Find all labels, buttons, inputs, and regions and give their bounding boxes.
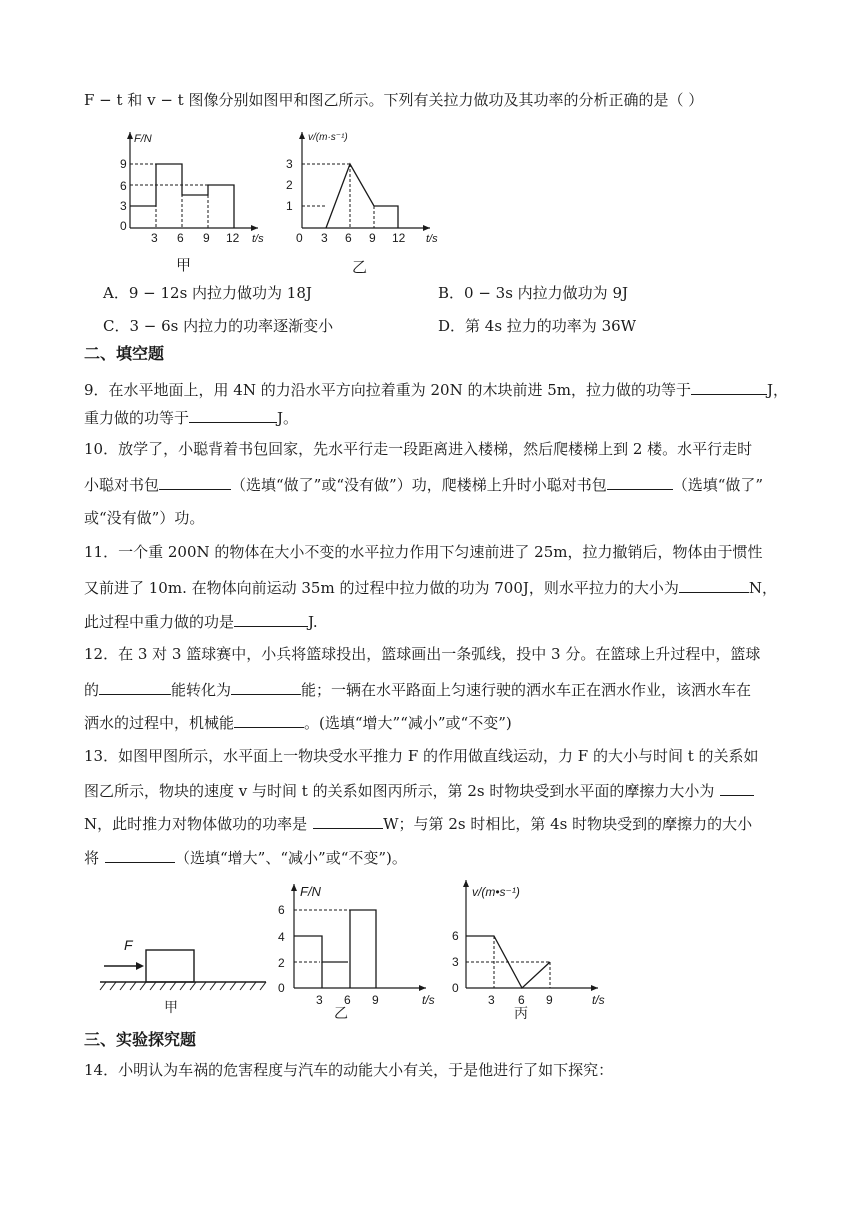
svg-text:3: 3 [452, 955, 459, 969]
svg-text:6: 6 [278, 903, 285, 917]
q8-figure-yi [282, 128, 442, 250]
svg-text:3: 3 [316, 993, 323, 1007]
q13-blank-1[interactable] [720, 779, 754, 796]
q11-line1: 11．一个重 200N 的物体在大小不变的水平拉力作用下匀速前进了 25m，拉力撤销后，物体由于惯性 [84, 543, 763, 561]
q10-line2: 小聪对书包 （选填“做了”或“没有做”）功，爬楼梯上升时小聪对书包 （选填“做了” [84, 473, 763, 495]
xlabel: t/s [592, 993, 605, 1007]
q9-blank-2[interactable] [189, 406, 277, 423]
q8-caption-jia: 甲 [176, 256, 192, 274]
q13-line1: 13．如图甲图所示，水平面上一物块受水平推力 F 的作用做直线运动，力 F 的大小与时间 t 的关系如 [84, 747, 759, 765]
q8-option-d: D．第 4s 拉力的功率为 36W [438, 317, 637, 335]
q8-option-a: A．9 − 12s 内拉力做功为 18J [103, 284, 312, 302]
q10-blank-2[interactable] [607, 473, 673, 490]
svg-text:3: 3 [286, 157, 293, 171]
ylabel: F/N [300, 884, 321, 899]
q12-line1: 12．在 3 对 3 篮球赛中，小兵将篮球投出，篮球画出一条弧线，投中 3 分。在篮球上升过程中，篮球 [84, 645, 761, 663]
svg-text:0: 0 [452, 981, 459, 995]
svg-text:3: 3 [488, 993, 495, 1007]
q14-line1: 14．小明认为车祸的危害程度与汽车的动能大小有关，于是他进行了如下探究： [84, 1061, 614, 1079]
svg-text:9: 9 [546, 993, 553, 1007]
q12-blank-3[interactable] [234, 711, 304, 728]
ylabel: v/(m·s⁻¹) [308, 132, 348, 143]
q12-blank-1[interactable] [99, 678, 171, 695]
q9-line2: 重力做的功等于 J。 [84, 406, 298, 428]
svg-text:12: 12 [392, 231, 406, 245]
q13-figure-yi [276, 880, 444, 1010]
xlabel: t/s [426, 233, 438, 245]
svg-text:6: 6 [518, 993, 525, 1007]
q8-caption-yi: 乙 [352, 258, 368, 276]
svg-text:6: 6 [177, 231, 184, 245]
q13-blank-2[interactable] [313, 812, 383, 829]
q13-line3: N，此时推力对物体做功的功率是 W；与第 2s 时相比，第 4s 时物块受到的摩擦力的大小 [84, 812, 752, 834]
ylabel: v/(m•s⁻¹) [472, 885, 520, 899]
q11-blank-1[interactable] [679, 576, 749, 593]
xlabel: t/s [252, 233, 264, 245]
q13-line2: 图乙所示，物块的速度 v 与时间 t 的关系如图丙所示，第 2s 时物块受到水平面的摩擦力大小为 [84, 779, 754, 801]
q11-line2: 又前进了 10m. 在物体向前运动 35m 的过程中拉力做的功为 700J，则水平拉力的大小为 N， [84, 576, 777, 598]
q9-line1: 9．在水平地面上，用 4N 的力沿水平方向拉着重为 20N 的木块前进 5m，拉力做的功等于 J， [84, 378, 788, 400]
svg-text:9: 9 [369, 231, 376, 245]
q8-option-b: B．0 − 3s 内拉力做功为 9J [438, 284, 629, 302]
q13-caption-yi: 乙 [334, 1006, 348, 1022]
q11-line3: 此过程中重力做的功是 J. [84, 610, 318, 632]
svg-text:6: 6 [345, 231, 352, 245]
svg-text:3: 3 [321, 231, 328, 245]
q9-blank-1[interactable] [691, 378, 767, 395]
q13-figure-bing [448, 876, 608, 1010]
q10-line3: 或“没有做”）功。 [84, 509, 205, 527]
svg-text:9: 9 [372, 993, 379, 1007]
q13-blank-3[interactable] [105, 846, 175, 863]
q8-stem: F − t 和 v − t 图像分别如图甲和图乙所示。下列有关拉力做功及其功率的分析正确的是（ ） [84, 91, 704, 109]
ylabel: F/N [134, 133, 152, 145]
svg-text:0: 0 [296, 231, 303, 245]
svg-text:6: 6 [344, 993, 351, 1007]
svg-text:6: 6 [452, 929, 459, 943]
q10-blank-1[interactable] [159, 473, 231, 490]
q12-blank-2[interactable] [231, 678, 301, 695]
q12-line3: 洒水的过程中，机械能 。(选填“增大”“减小”或“不变”) [84, 711, 512, 733]
svg-text:3: 3 [151, 231, 158, 245]
q10-line1: 10．放学了，小聪背着书包回家，先水平行走一段距离进入楼梯，然后爬楼梯上到 2 楼。水平行走时 [84, 440, 753, 458]
svg-text:9: 9 [120, 157, 127, 171]
q13-line4: 将 （选填“增大”、“减小”或“不变”)。 [84, 846, 407, 868]
q12-line2: 的 能转化为 能；一辆在水平路面上匀速行驶的洒水车正在洒水作业，该洒水车在 [84, 678, 751, 700]
q11-blank-2[interactable] [234, 610, 308, 627]
svg-text:12: 12 [226, 231, 240, 245]
q13-caption-jia: 甲 [164, 1000, 178, 1016]
q13-caption-bing: 丙 [514, 1006, 528, 1022]
svg-text:3: 3 [120, 199, 127, 213]
q8-option-c: C．3 − 6s 内拉力的功率逐渐变小 [103, 317, 334, 335]
q13-figure-jia [96, 930, 272, 1010]
svg-text:0: 0 [120, 219, 127, 233]
svg-text:1: 1 [286, 199, 293, 213]
svg-text:6: 6 [120, 179, 127, 193]
force-label: F [124, 937, 133, 953]
svg-text:2: 2 [286, 178, 293, 192]
section-heading-experiment: 三、实验探究题 [84, 1030, 197, 1049]
svg-text:9: 9 [203, 231, 210, 245]
section-heading-fill-blank: 二、填空题 [84, 344, 165, 363]
q8-figure-jia [110, 128, 270, 250]
xlabel: t/s [422, 993, 435, 1007]
svg-text:0: 0 [278, 981, 285, 995]
svg-text:4: 4 [278, 930, 285, 944]
svg-text:2: 2 [278, 956, 285, 970]
